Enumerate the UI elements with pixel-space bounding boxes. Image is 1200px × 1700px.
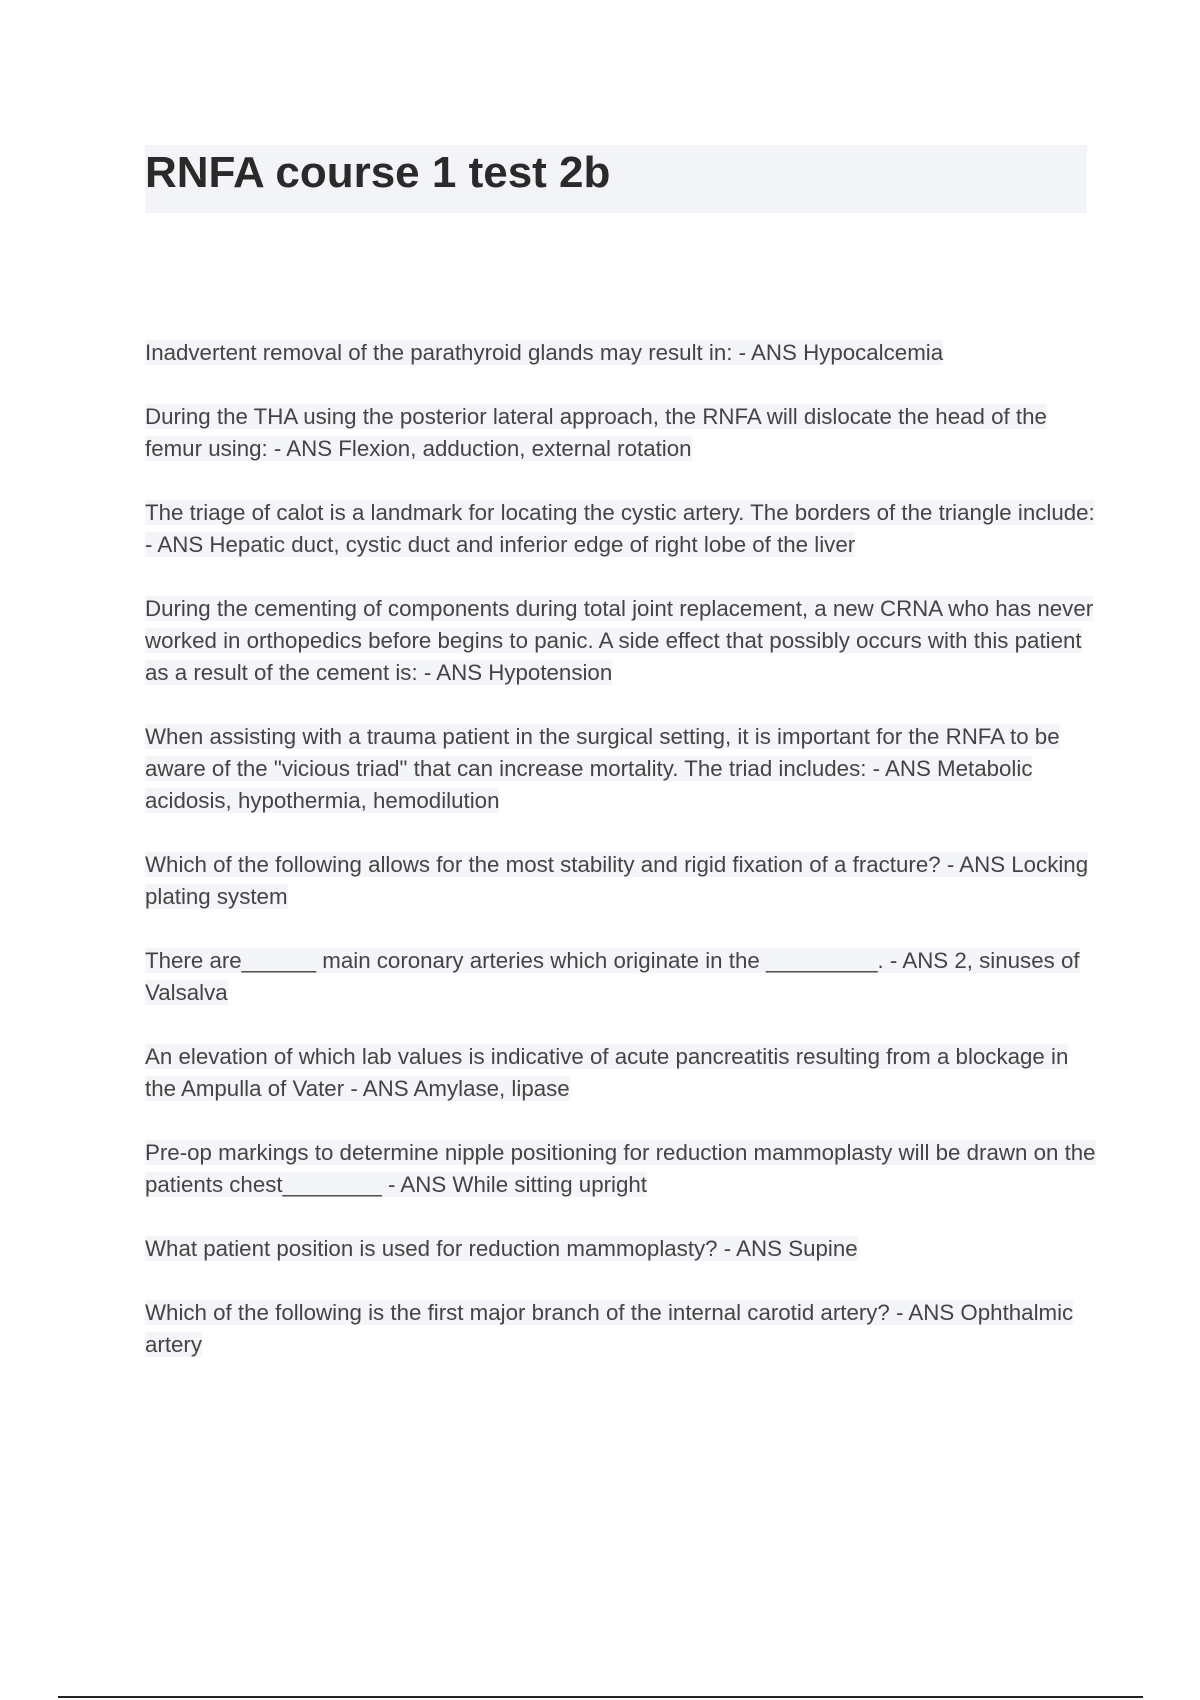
qa-item-text: There are______ main coronary arteries which originate in the _________. - ANS 2, sinuses of Valsalva [145, 948, 1080, 1005]
qa-item-text: Which of the following is the first major branch of the internal carotid artery? - ANS Ophthalmic artery [145, 1300, 1074, 1357]
page-bottom-rule [58, 1696, 1143, 1698]
qa-item-text: Which of the following allows for the most stability and rigid fixation of a fracture? - ANS Locking plating system [145, 852, 1089, 909]
qa-item-text: The triage of calot is a landmark for locating the cystic artery. The borders of the triangle include: - ANS Hepatic duct, cystic duct and inferior edge of right lobe of the liver [145, 500, 1095, 557]
qa-item-text: During the cementing of components during total joint replacement, a new CRNA who has never worked in orthopedics before begins to panic. A side effect that possibly occurs with this patient as a result of the cement is: - ANS Hypotension [145, 596, 1094, 685]
qa-item-text: During the THA using the posterior lateral approach, the RNFA will dislocate the head of the femur using: - ANS Flexion, adduction, external rotation [145, 404, 1047, 461]
qa-item-text: Inadvertent removal of the parathyroid glands may result in: - ANS Hypocalcemia [145, 340, 944, 365]
qa-item [145, 1137, 1105, 1201]
qa-item [145, 1297, 1105, 1361]
qa-item-text: What patient position is used for reduction mammoplasty? - ANS Supine [145, 1236, 858, 1261]
qa-item [145, 497, 1105, 561]
qa-list [145, 337, 1105, 1393]
qa-item [145, 1041, 1105, 1105]
qa-item [145, 337, 1105, 369]
qa-item-text: When assisting with a trauma patient in the surgical setting, it is important for the RNFA to be aware of the "vicious triad" that can increase mortality. The triad includes: - ANS Metabolic acidosis, hypothermia, hemodilution [145, 724, 1060, 813]
qa-item [145, 593, 1105, 689]
qa-item [145, 945, 1105, 1009]
qa-item [145, 1233, 1105, 1265]
qa-item [145, 721, 1105, 817]
document-title: RNFA course 1 test 2b [145, 148, 611, 197]
qa-item-text: Pre-op markings to determine nipple positioning for reduction mammoplasty will be drawn on the patients chest________ - ANS While sitting upright [145, 1140, 1096, 1197]
qa-item [145, 401, 1105, 465]
qa-item [145, 849, 1105, 913]
qa-item-text: An elevation of which lab values is indicative of acute pancreatitis resulting from a blockage in the Ampulla of Vater - ANS Amylase, lipase [145, 1044, 1069, 1101]
